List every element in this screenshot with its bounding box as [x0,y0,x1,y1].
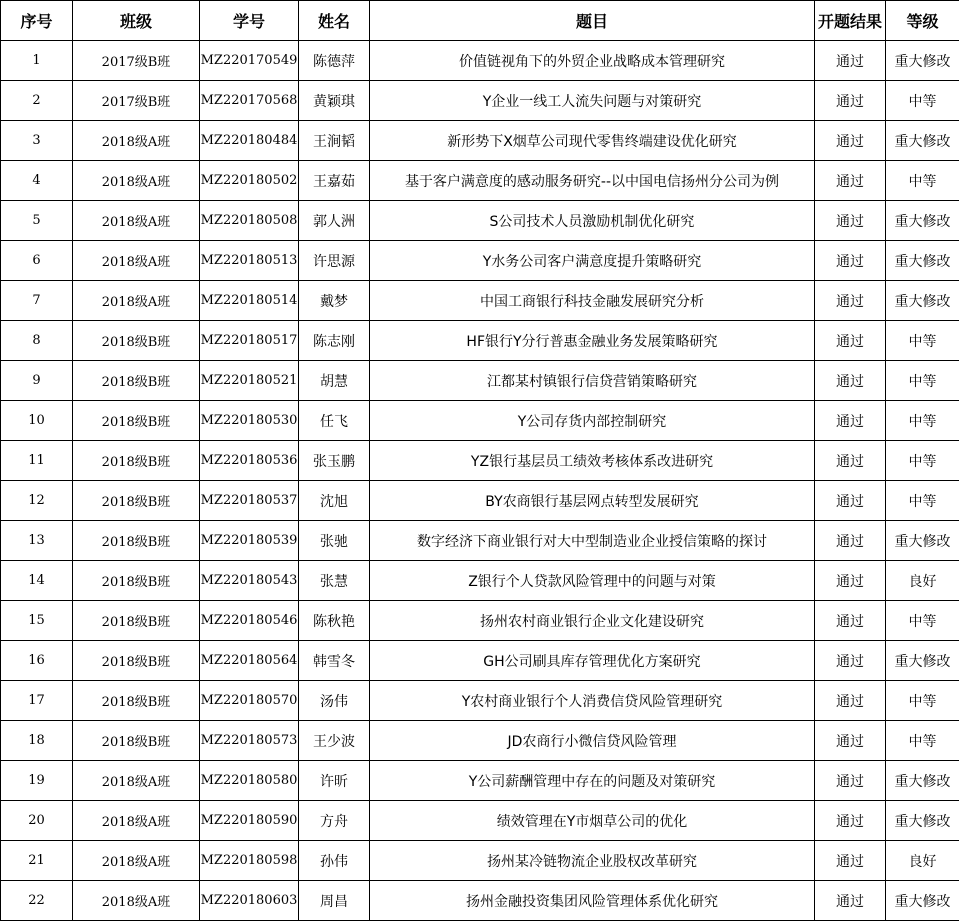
result-cell: 通过 [815,881,886,921]
class-cell: 2018级B班 [73,441,200,481]
topic-cell: 数字经济下商业银行对大中型制造业企业授信策略的探讨 [370,521,815,561]
class-cell: 2018级A班 [73,841,200,881]
result-cell: 通过 [815,801,886,841]
name-cell: 汤伟 [299,681,370,721]
index-cell: 12 [1,481,73,521]
result-cell: 通过 [815,481,886,521]
index-cell: 13 [1,521,73,561]
result-cell: 通过 [815,561,886,601]
student-id-cell: MZ220180513 [200,241,299,281]
table-row [1,761,959,801]
topic-cell: JD农商行小微信贷风险管理 [370,721,815,761]
index-cell: 17 [1,681,73,721]
class-cell: 2018级A班 [73,201,200,241]
grade-cell: 中等 [886,81,959,121]
grade-cell: 中等 [886,721,959,761]
student-id-cell: MZ220180573 [200,721,299,761]
index-cell: 2 [1,81,73,121]
table-row [1,161,959,201]
student-id-cell: MZ220170568 [200,81,299,121]
topic-cell: 扬州某冷链物流企业股权改革研究 [370,841,815,881]
table-row [1,681,959,721]
topic-cell: Y水务公司客户满意度提升策略研究 [370,241,815,281]
index-cell: 5 [1,201,73,241]
topic-cell: 中国工商银行科技金融发展研究分析 [370,281,815,321]
header-grade: 等级 [886,1,959,41]
result-cell: 通过 [815,81,886,121]
student-id-cell: MZ220170549 [200,41,299,81]
class-cell: 2018级A班 [73,241,200,281]
name-cell: 陈德萍 [299,41,370,81]
result-cell: 通过 [815,241,886,281]
topic-cell: 价值链视角下的外贸企业战略成本管理研究 [370,41,815,81]
student-id-cell: MZ220180484 [200,121,299,161]
index-cell: 19 [1,761,73,801]
result-cell: 通过 [815,721,886,761]
result-cell: 通过 [815,441,886,481]
result-cell: 通过 [815,281,886,321]
index-cell: 15 [1,601,73,641]
result-cell: 通过 [815,521,886,561]
class-cell: 2018级B班 [73,361,200,401]
topic-cell: 绩效管理在Y市烟草公司的优化 [370,801,815,841]
topic-cell: BY农商银行基层网点转型发展研究 [370,481,815,521]
class-cell: 2018级B班 [73,721,200,761]
result-cell: 通过 [815,401,886,441]
student-id-cell: MZ220180530 [200,401,299,441]
table-row [1,721,959,761]
index-cell: 11 [1,441,73,481]
table-row [1,361,959,401]
index-cell: 1 [1,41,73,81]
topic-cell: 江都某村镇银行信贷营销策略研究 [370,361,815,401]
result-cell: 通过 [815,321,886,361]
class-cell: 2018级B班 [73,481,200,521]
name-cell: 陈志刚 [299,321,370,361]
grade-cell: 中等 [886,401,959,441]
student-id-cell: MZ220180517 [200,321,299,361]
student-id-cell: MZ220180508 [200,201,299,241]
topic-cell: GH公司刷具库存管理优化方案研究 [370,641,815,681]
name-cell: 王少波 [299,721,370,761]
index-cell: 7 [1,281,73,321]
index-cell: 22 [1,881,73,921]
result-cell: 通过 [815,641,886,681]
grade-cell: 中等 [886,361,959,401]
student-id-cell: MZ220180543 [200,561,299,601]
grade-cell: 重大修改 [886,801,959,841]
class-cell: 2018级A班 [73,881,200,921]
index-cell: 18 [1,721,73,761]
header-index: 序号 [1,1,73,41]
table-row [1,281,959,321]
grade-cell: 重大修改 [886,641,959,681]
result-cell: 通过 [815,41,886,81]
table-row [1,801,959,841]
class-cell: 2018级B班 [73,401,200,441]
name-cell: 胡慧 [299,361,370,401]
table-row [1,241,959,281]
class-cell: 2018级A班 [73,281,200,321]
index-cell: 20 [1,801,73,841]
result-cell: 通过 [815,841,886,881]
index-cell: 3 [1,121,73,161]
result-cell: 通过 [815,681,886,721]
grade-cell: 重大修改 [886,241,959,281]
class-cell: 2018级A班 [73,801,200,841]
index-cell: 9 [1,361,73,401]
table-row [1,321,959,361]
topic-cell: HF银行Y分行普惠金融业务发展策略研究 [370,321,815,361]
grade-cell: 中等 [886,441,959,481]
grade-cell: 中等 [886,321,959,361]
header-result: 开题结果 [815,1,886,41]
grade-cell: 重大修改 [886,201,959,241]
class-cell: 2018级A班 [73,761,200,801]
student-id-cell: MZ220180537 [200,481,299,521]
name-cell: 张玉鹏 [299,441,370,481]
class-cell: 2017级B班 [73,41,200,81]
grade-cell: 中等 [886,161,959,201]
topic-cell: Y企业一线工人流失问题与对策研究 [370,81,815,121]
index-cell: 4 [1,161,73,201]
topic-cell: YZ银行基层员工绩效考核体系改进研究 [370,441,815,481]
class-cell: 2018级B班 [73,321,200,361]
index-cell: 6 [1,241,73,281]
class-cell: 2017级B班 [73,81,200,121]
index-cell: 14 [1,561,73,601]
name-cell: 张慧 [299,561,370,601]
student-id-cell: MZ220180570 [200,681,299,721]
table-row [1,201,959,241]
result-cell: 通过 [815,121,886,161]
grade-cell: 重大修改 [886,881,959,921]
result-cell: 通过 [815,201,886,241]
result-cell: 通过 [815,601,886,641]
student-id-cell: MZ220180539 [200,521,299,561]
name-cell: 周昌 [299,881,370,921]
grade-cell: 中等 [886,481,959,521]
index-cell: 8 [1,321,73,361]
topic-cell: 基于客户满意度的感动服务研究--以中国电信扬州分公司为例 [370,161,815,201]
index-cell: 21 [1,841,73,881]
topic-cell: Z银行个人贷款风险管理中的问题与对策 [370,561,815,601]
table-row [1,601,959,641]
table-row [1,521,959,561]
name-cell: 方舟 [299,801,370,841]
table-row [1,881,959,921]
topic-cell: Y公司薪酬管理中存在的问题及对策研究 [370,761,815,801]
name-cell: 王涧韬 [299,121,370,161]
result-cell: 通过 [815,361,886,401]
name-cell: 王嘉茹 [299,161,370,201]
table-row [1,641,959,681]
grade-cell: 中等 [886,601,959,641]
table-row [1,441,959,481]
grade-cell: 中等 [886,681,959,721]
class-cell: 2018级A班 [73,121,200,161]
grade-cell: 重大修改 [886,281,959,321]
student-id-cell: MZ220180546 [200,601,299,641]
student-id-cell: MZ220180521 [200,361,299,401]
student-id-cell: MZ220180514 [200,281,299,321]
topic-cell: 扬州金融投资集团风险管理体系优化研究 [370,881,815,921]
class-cell: 2018级B班 [73,521,200,561]
grade-cell: 重大修改 [886,41,959,81]
student-id-cell: MZ220180590 [200,801,299,841]
header-row [1,1,959,41]
name-cell: 任飞 [299,401,370,441]
table-row [1,41,959,81]
class-cell: 2018级B班 [73,601,200,641]
table-row [1,841,959,881]
header-class: 班级 [73,1,200,41]
class-cell: 2018级B班 [73,681,200,721]
header-student-id: 学号 [200,1,299,41]
table-row [1,81,959,121]
index-cell: 16 [1,641,73,681]
name-cell: 沈旭 [299,481,370,521]
topic-cell: Y农村商业银行个人消费信贷风险管理研究 [370,681,815,721]
name-cell: 张驰 [299,521,370,561]
student-id-cell: MZ220180580 [200,761,299,801]
grade-cell: 重大修改 [886,121,959,161]
header-name: 姓名 [299,1,370,41]
student-id-cell: MZ220180564 [200,641,299,681]
class-cell: 2018级B班 [73,561,200,601]
class-cell: 2018级B班 [73,641,200,681]
table-row [1,481,959,521]
index-cell: 10 [1,401,73,441]
grade-cell: 良好 [886,841,959,881]
name-cell: 孙伟 [299,841,370,881]
result-cell: 通过 [815,161,886,201]
name-cell: 许昕 [299,761,370,801]
table-row [1,561,959,601]
table-row [1,121,959,161]
student-id-cell: MZ220180536 [200,441,299,481]
topic-cell: 扬州农村商业银行企业文化建设研究 [370,601,815,641]
student-id-cell: MZ220180598 [200,841,299,881]
name-cell: 郭人洲 [299,201,370,241]
table-row [1,401,959,441]
student-id-cell: MZ220180502 [200,161,299,201]
grade-cell: 重大修改 [886,761,959,801]
topic-cell: Y公司存货内部控制研究 [370,401,815,441]
name-cell: 戴梦 [299,281,370,321]
topic-cell: 新形势下X烟草公司现代零售终端建设优化研究 [370,121,815,161]
class-cell: 2018级A班 [73,161,200,201]
result-cell: 通过 [815,761,886,801]
name-cell: 陈秋艳 [299,601,370,641]
grade-cell: 重大修改 [886,521,959,561]
grade-cell: 良好 [886,561,959,601]
name-cell: 许思源 [299,241,370,281]
header-topic: 题目 [370,1,815,41]
name-cell: 黄颖琪 [299,81,370,121]
name-cell: 韩雪冬 [299,641,370,681]
student-id-cell: MZ220180603 [200,881,299,921]
topic-cell: S公司技术人员激励机制优化研究 [370,201,815,241]
